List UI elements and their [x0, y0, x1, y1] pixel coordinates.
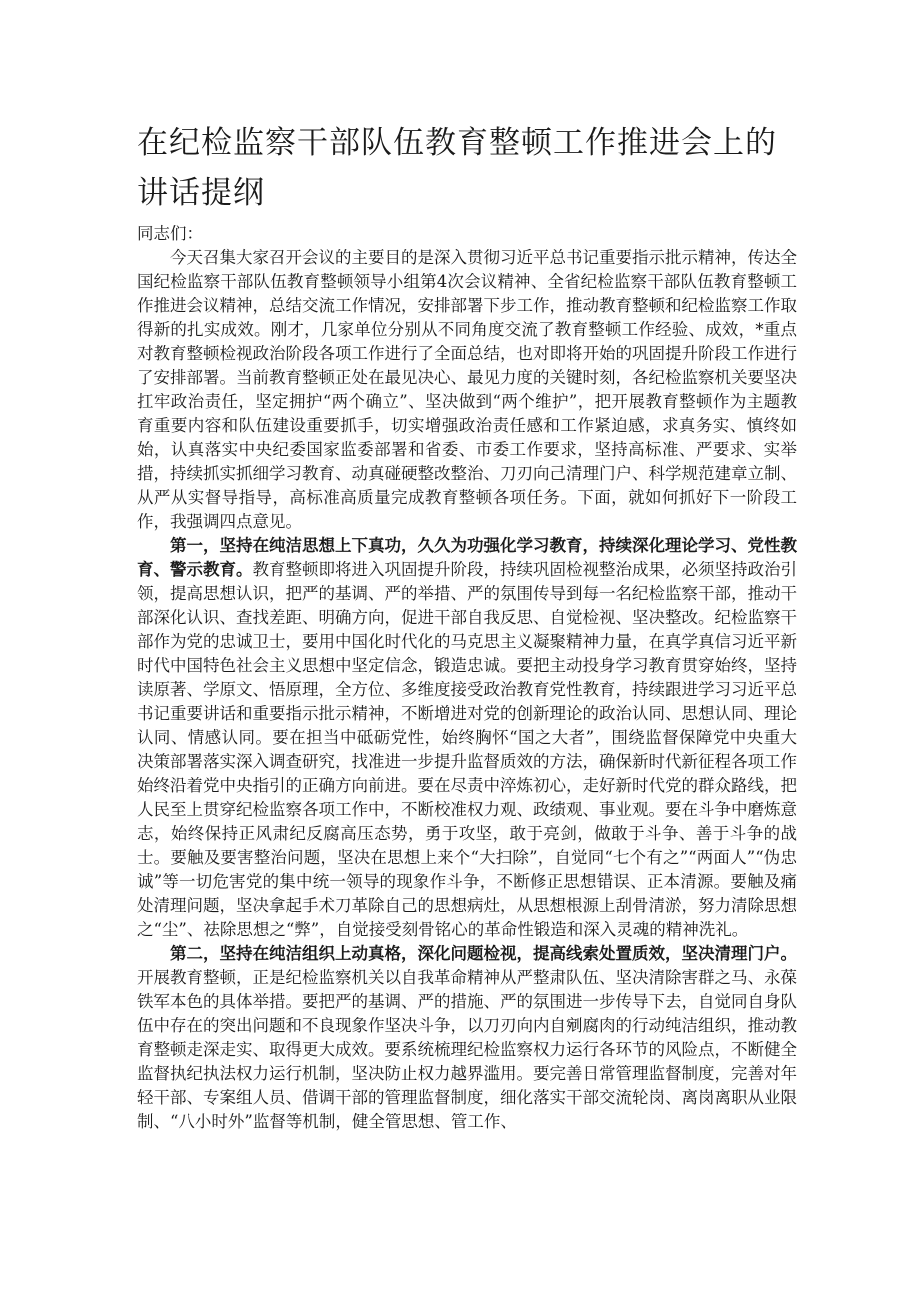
paragraph-intro	[137, 246, 797, 534]
paragraph-first-point	[137, 534, 797, 942]
paragraph-second-point-text: 开展教育整顿，正是纪检监察机关以自我革命精神从严整肃队伍、坚决清除害群之马、永葆铁军本色的具体举措。要把严的基调、严的措施、严的氛围进一步传导下去，自觉同自身队伍中存在的突出问题和不良现象作坚决斗争，以刀刃向内自剜腐肉的行动纯洁组织，推动教育整顿走深走实、取得更大成效。要系统梳理纪检监察权力运行各环节的风险点，不断健全监督执纪执法权力运行机制，坚决防止权力越界滥用。要完善日常管理监督制度，完善对年轻干部、专案组人员、借调干部的管理监督制度，细化落实干部交流轮岗、离岗离职从业限制、“八小时外”监督等机制，健全管思想、管工作、	[137, 968, 797, 1131]
paragraph-intro-text: 今天召集大家召开会议的主要目的是深入贯彻习近平总书记重要指示批示精神，传达全国纪检监察干部队伍教育整顿领导小组第4次会议精神、全省纪检监察干部队伍教育整顿工作推进会议精神，总结交流工作情况，安排部署下步工作，推动教育整顿和纪检监察工作取得新的扎实成效。刚才，几家单位分别从不同角度交流了教育整顿工作经验、成效，*重点对教育整顿检视政治阶段各项工作进行了全面总结，也对即将开始的巩固提升阶段工作进行了安排部署。当前教育整顿正处在最见决心、最见力度的关键时刻，各纪检监察机关要坚决扛牢政治责任，坚定拥护“两个确立”、坚决做到“两个维护”，把开展教育整顿作为主题教育重要内容和队伍建设重要抓手，切实增强政治责任感和工作紧迫感，求真务实、慎终如始，认真落实中央纪委国家监委部署和省委、市委工作要求，坚持高标准、严要求、实举措，持续抓实抓细学习教育、动真碰硬整改整治、刀刃向己清理门户、科学规范建章立制、从严从实督导指导，高标准高质量完成教育整顿各项任务。下面，就如何抓好下一阶段工作，我强调四点意见。	[137, 248, 797, 531]
paragraph-second-point-lead: 第二，坚持在纯洁组织上动真格，深化问题检视，提高线索处置质效，坚决清理门户。	[170, 944, 797, 963]
document-page	[137, 118, 797, 1134]
salutation: 同志们：	[137, 224, 203, 243]
paragraph-first-point-text: 教育整顿即将进入巩固提升阶段，持续巩固检视整治成果，必须坚持政治引领，提高思想认识，把严的基调、严的举措、严的氛围传导到每一名纪检监察干部，推动干部深化认识、查找差距、明确方向，促进干部自我反思、自觉检视、坚决整改。纪检监察干部作为党的忠诚卫士，要用中国化时代化的马克思主义凝聚精神力量，在真学真信习近平新时代中国特色社会主义思想中坚定信念，锻造忠诚。要把主动投身学习教育贯穿始终，坚持读原著、学原文、悟原理，全方位、多维度接受政治教育党性教育，持续跟进学习习近平总书记重要讲话和重要指示批示精神，不断增进对党的创新理论的政治认同、思想认同、理论认同、情感认同。要在担当中砥砺党性，始终胸怀“国之大者”，围绕监督保障党中央重大决策部署落实深入调查研究，找准进一步提升监督质效的方法，确保新时代新征程各项工作始终沿着党中央指引的正确方向前进。要在尽责中淬炼初心，走好新时代党的群众路线，把人民至上贯穿纪检监察各项工作中，不断校准权力观、政绩观、事业观。要在斗争中磨炼意志，始终保持正风肃纪反腐高压态势，勇于攻坚，敢于亮剑，做敢于斗争、善于斗争的战士。要触及要害整治问题，坚决在思想上来个“大扫除”，自觉同“七个有之”“两面人”“伪忠诚”等一切危害党的集中统一领导的现象作斗争，不断修正思想错误、正本清源。要触及痛处清理问题，坚决拿起手术刀革除自己的思想病灶，从思想根源上刮骨清淤，努力清除思想之“尘”、祛除思想之“弊”，自觉接受刻骨铭心的革命性锻造和深入灵魂的精神洗礼。	[137, 560, 797, 939]
document-title: 在纪检监察干部队伍教育整顿工作推进会上的讲话提纲	[137, 125, 777, 211]
paragraph-first-point-lead: 第一，坚持在纯洁思想上下真功，久久为功强化学习教育，持续深化理论学习、党性教育、警示教育。	[137, 536, 797, 579]
paragraph-second-point	[137, 942, 797, 1134]
